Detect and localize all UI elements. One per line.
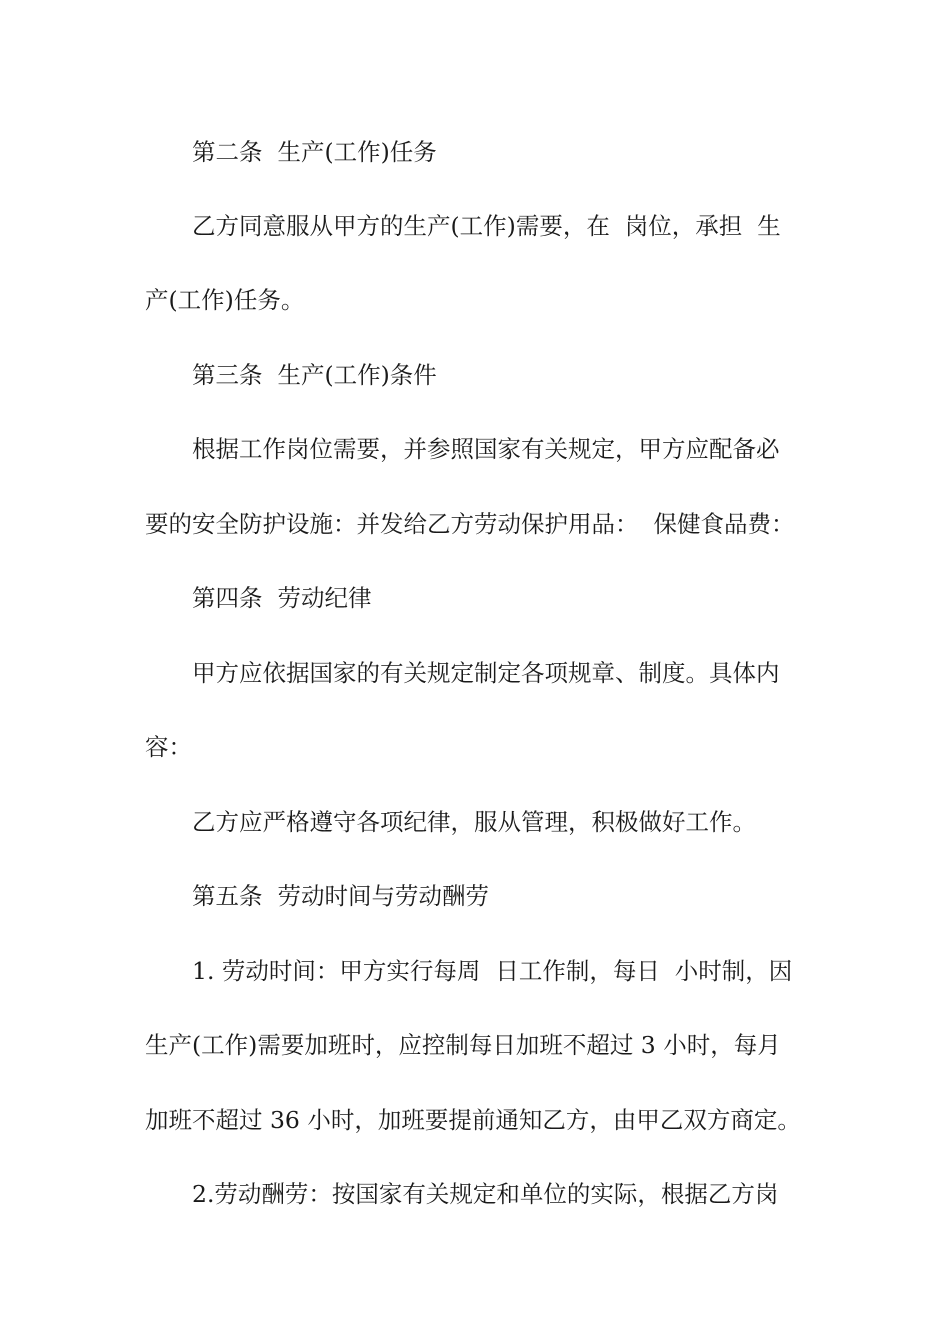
- article-2-paragraph-line: 产(工作)任务。: [145, 286, 305, 314]
- article-5-paragraph-line: 2.劳动酬劳：按国家有关规定和单位的实际，根据乙方岗: [192, 1180, 779, 1208]
- article-5-paragraph-line: 生产(工作)需要加班时，应控制每日加班不超过 3 小时，每月: [145, 1031, 781, 1059]
- article-4-paragraph-line: 甲方应依据国家的有关规定制定各项规章、制度。具体内: [192, 659, 780, 687]
- article-2-heading: 第二条 生产(工作)任务: [192, 138, 437, 166]
- article-3-paragraph-line: 要的安全防护设施：并发给乙方劳动保护用品： 保健食品费：: [145, 510, 795, 538]
- article-4-paragraph-line: 乙方应严格遵守各项纪律，服从管理，积极做好工作。: [192, 808, 756, 836]
- article-5-paragraph-line: 1. 劳动时间：甲方实行每周 日工作制，每日 小时制，因: [192, 957, 793, 985]
- article-3-paragraph-line: 根据工作岗位需要，并参照国家有关规定，甲方应配备必: [192, 435, 780, 463]
- article-5-paragraph-line: 加班不超过 36 小时，加班要提前通知乙方，由甲乙双方商定。: [145, 1106, 801, 1134]
- article-3-heading: 第三条 生产(工作)条件: [192, 361, 437, 389]
- article-4-paragraph-line: 容：: [145, 733, 192, 761]
- article-4-heading: 第四条 劳动纪律: [192, 584, 372, 612]
- article-2-paragraph-line: 乙方同意服从甲方的生产(工作)需要，在 岗位，承担 生: [192, 212, 781, 240]
- article-5-heading: 第五条 劳动时间与劳动酬劳: [192, 882, 489, 910]
